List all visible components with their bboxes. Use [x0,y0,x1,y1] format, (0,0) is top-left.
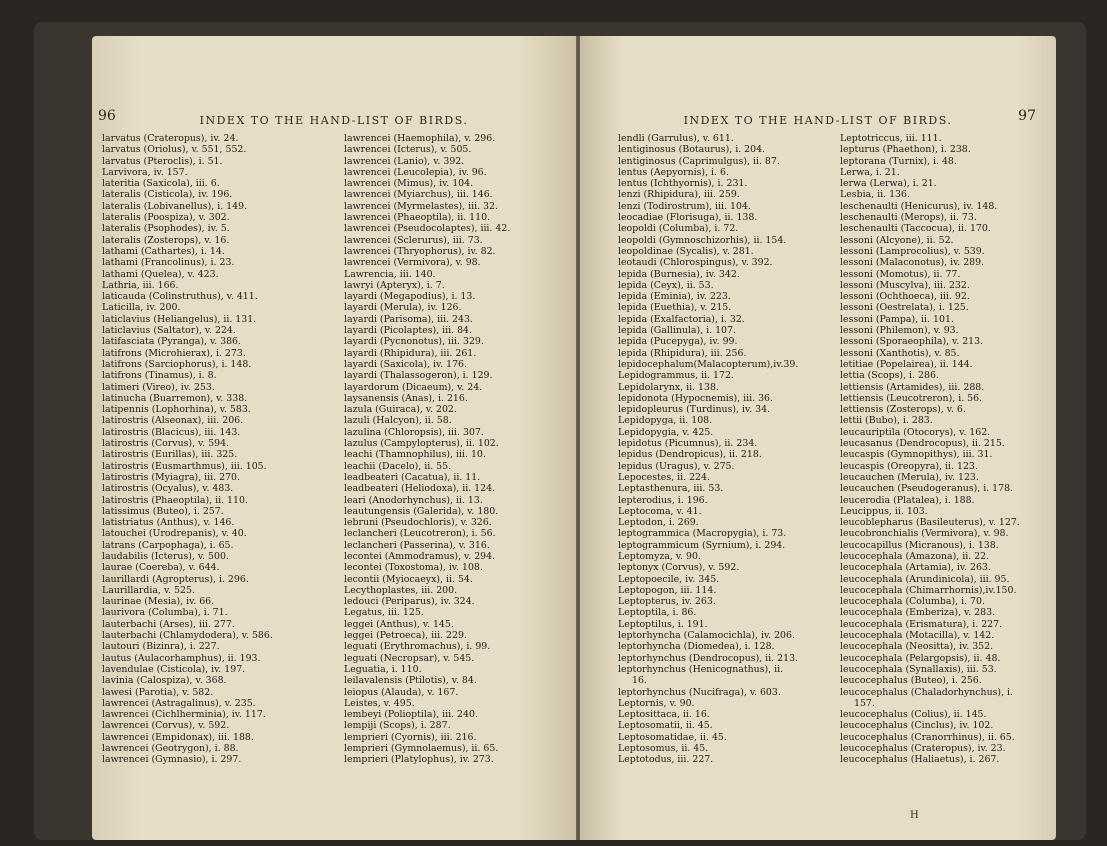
index-entry: latirostris (Blacicus), iii. 143. [102,426,241,438]
index-entry: lentiginosus (Caprimulgus), ii. 87. [618,155,780,167]
index-entry: lathami (Quelea), v. 423. [102,268,219,280]
index-entry: leotaudi (Chlorospingus), v. 392. [618,257,773,269]
index-entry: 16. [632,675,647,687]
index-entry: lawrencei (Myrmelastes), iii. 32. [344,200,498,212]
index-entry: Leptocoma, v. 41. [618,505,702,517]
index-entry: lautus (Aulacorhamphus), ii. 193. [102,652,261,664]
index-entry: leucocephalus (Colius), ii. 145. [840,709,987,721]
index-entry: lessoni (Alcyone), ii. 52. [840,234,954,246]
index-entry: leopoldi (Columba), i. 72. [618,223,739,235]
index-entry: lateritia (Saxicola), iii. 6. [102,178,220,190]
index-entry: lawrencei (Sclerurus), iii. 73. [344,234,483,246]
index-entry: laticauda (Colinstruthus), v. 411. [102,291,258,303]
index-entry: latistriatus (Anthus), v. 146. [102,517,235,529]
index-entry: Lecythoplastes, iii. 200. [344,584,458,596]
index-entry: lawrencei (Haemophila), v. 296. [344,133,496,144]
index-entry: leggei (Petroeca), iii. 229. [344,630,467,642]
index-entry: leucocephalus (Cranorrhinus), ii. 65. [840,731,1015,743]
index-entry: leucauchen (Merula), iv. 123. [840,471,979,483]
index-entry: Lepidopygia, v. 425. [618,426,714,438]
index-entry: lazulus (Campylopterus), ii. 102. [344,438,499,450]
index-entry: lentiginosus (Botaurus), i. 204. [618,144,766,156]
index-entry: lawrencei (Thryophorus), iv. 82. [344,245,496,257]
index-entry: leptorhyncha (Calamocichla), iv. 206. [618,630,795,642]
index-entry: leadbeateri (Cacatua), ii. 11. [344,471,481,483]
index-entry: leclancheri (Leucotreron), i. 56. [344,528,496,540]
index-entry: leucaspis (Oreopyra), ii. 123. [840,460,978,472]
index-entry: latirostris (Alseonax), iii. 206. [102,415,244,427]
index-entry: lateralis (Zosterops), v. 16. [102,234,230,246]
index-entry: lessoni (Ochthoeca), iii. 92. [840,291,970,303]
index-entry: lentus (Ichthyornis), i. 231. [618,178,748,190]
index-entry: lepida (Burnesia), iv. 342. [618,268,740,280]
index-entry: lessoni (Momotus), ii. 77. [840,268,961,280]
index-entry: leclancheri (Passerina), v. 316. [344,539,490,551]
index-entry: lettiensis (Artamides), iii. 288. [840,381,985,393]
index-entry: leptorhynchus (Nucifraga), v. 603. [618,686,781,698]
index-entry: latirostris (Ocyalus), v. 483. [102,483,234,495]
index-entry: leucasanus (Dendrocopus), ii. 215. [840,438,1005,450]
index-entry: leucocephala (Columba), i. 70. [840,596,985,608]
index-entry: Leptosomus, ii. 45. [618,743,709,755]
index-entry: layardi (Megapodius), i. 13. [344,291,476,303]
index-entry: lawrencei (Empidonax), iii. 188. [102,731,254,743]
index-entry: Leptodon, i. 269. [618,517,699,529]
index-entry: leschenaulti (Henicurus), iv. 148. [840,200,998,212]
index-entry: latirostris (Phaeoptila), ii. 110. [102,494,248,506]
index-entry: layardorum (Dicaeum), v. 24. [344,381,483,393]
index-entry: lathami (Francolinus), i. 23. [102,257,235,269]
index-entry: leachi (Thamnophilus), iii. 10. [344,449,486,461]
index-entry: latirostris (Eurillas), iii. 325. [102,449,238,461]
index-entry: leguati (Necropsar), v. 545. [344,652,475,664]
index-entry: lettiensis (Zosterops), v. 6. [840,404,966,416]
index-entry: leilavalensis (Ptilotis), v. 84. [344,675,477,687]
index-entry: lemprieri (Gymnolaemus), ii. 65. [344,743,499,755]
index-entry: laurillardi (Agropterus), i. 296. [102,573,249,585]
index-entry: lawrencei (Geotrygon), i. 88. [102,743,239,755]
index-entry: lawrencei (Cichlherminia), iv. 117. [102,709,266,721]
index-entry: lepidopleurus (Turdinus), iv. 34. [618,404,771,416]
index-entry: Larvivora, iv. 157. [102,166,188,178]
index-entry: lessoni (Muscylva), iii. 232. [840,279,970,291]
index-entry: lepidonota (Hypocnemis), iii. 36. [618,392,774,404]
index-entry: latirostris (Eusmarthmus), iii. 105. [102,460,267,472]
index-entry: leucocephalus (Chaladorhynchus), i. [840,686,1014,698]
index-entry: laticlavius (Saltator), v. 224. [102,325,236,337]
index-entry: laurinae (Mesia), iv. 66. [102,596,215,608]
index-entry: Leptoptilus, i. 191. [618,618,708,630]
index-entry: Lesbia, ii. 136. [840,189,910,201]
index-entry: leachii (Dacelo), ii. 55. [344,460,452,472]
left-page [92,36,576,840]
index-entry: lateralis (Psophodes), iv. 5. [102,223,230,235]
index-entry: leopoldi (Gymnoschizorhis), ii. 154. [618,234,787,246]
index-entry: leari (Anodorhynchus), ii. 13. [344,494,483,506]
index-entry: laudabilis (Icterus), v. 500. [102,550,229,562]
index-entry: leucocephala (Arundinicola), iii. 95. [840,573,1010,585]
index-entry: lenzi (Todirostrum), iii. 104. [618,200,751,212]
index-entry: lazula (Guiraca), v. 202. [344,404,457,416]
index-entry: Leguatia, i. 110. [344,663,422,675]
index-entry: leptorhyncha (Diomedea), i. 128. [618,641,775,653]
index-entry: lessoni (Xanthotis), v. 85. [840,347,960,359]
index-entry: lawrencei (Vermivora), v. 98. [344,257,481,269]
index-entry: lessoni (Philemon), v. 93. [840,325,959,337]
index-entry: latouchei (Urodrepanis), v. 40. [102,528,247,540]
index-entry: lawrencei (Icterus), v. 505. [344,144,472,156]
index-entry: larvatus (Crateropus), iv. 24. [102,133,239,144]
index-entry: leucocapillus (Micranous), i. 138. [840,539,999,551]
index-entry: leptogrammicum (Syrnium), i. 294. [618,539,786,551]
index-entry: latifrons (Tinamus), i. 8. [102,370,217,382]
index-entry: lessoni (Malaconotus), iv. 289. [840,257,985,269]
index-entry: leucaspis (Gymnopithys), iii. 31. [840,449,993,461]
index-entry: lawrencei (Corvus), v. 592. [102,720,230,732]
index-entry: lawrencei (Astragalinus), v. 235. [102,697,256,709]
index-entry: layardi (Thalassogeron), i. 129. [344,370,493,382]
right-page-header: INDEX TO THE HAND-LIST OF BIRDS. [683,114,953,127]
index-entry: lessoni (Lamprocolius), v. 539. [840,245,985,257]
left-page-header: INDEX TO THE HAND-LIST OF BIRDS. [199,114,469,127]
index-entry: Lepocestes, ii. 224. [618,471,710,483]
index-entry: lenzi (Rhipidura), iii. 259. [618,189,740,201]
index-entry: lettiensis (Leucotreron), i. 56. [840,392,983,404]
index-entry: lessoni (Pampa), ii. 101. [840,313,954,325]
index-entry: leucocephala (Artamia), iv. 263. [840,562,991,574]
index-entry: leucocephalus (Buteo), i. 256. [840,675,982,687]
index-entry: Lepidogrammus, ii. 172. [618,370,734,382]
index-entry: lecontii (Myiocaeyx), ii. 54. [344,573,473,585]
index-entry: lathami (Cathartes), i. 14. [102,245,225,257]
book [34,22,1086,840]
index-entry: lecontei (Toxostoma), iv. 108. [344,562,483,574]
index-entry: latissimus (Buteo), i. 257. [102,505,224,517]
index-entry: lepida (Rhipidura), iii. 256. [618,347,747,359]
index-entry: layardi (Picolaptes), iii. 84. [344,325,472,337]
index-entry: laurae (Coereba), v. 644. [102,562,220,574]
index-entry: laticlavius (Heliangelus), ii. 131. [102,313,257,325]
index-entry: leptogrammica (Macropygia), i. 73. [618,528,787,540]
index-entry: Leptosittaca, ii. 16. [618,709,710,721]
index-entry: letitiae (Popelairea), ii. 144. [840,358,973,370]
index-entry: Leptotriccus, iii. 111. [840,133,942,144]
index-entry: Leptasthenura, iii. 53. [618,483,724,495]
index-entry: latirostris (Myiagra), iii. 270. [102,471,240,483]
index-entry: Leistes, v. 495. [344,697,415,709]
left-page-number: 96 [98,108,116,124]
index-entry: leucoblepharus (Basileuterus), v. 127. [840,517,1020,529]
index-entry: lawrencei (Gymnasio), i. 297. [102,754,242,766]
index-entry: leguati (Erythromachus), i. 99. [344,641,491,653]
index-entry: leautungensis (Galerida), v. 180. [344,505,499,517]
index-entry: latinucha (Buarremon), v. 338. [102,392,248,404]
index-entry: lazulina (Chloropsis), iii. 307. [344,426,484,438]
index-entry: Leptopogon, iii. 114. [618,584,717,596]
index-entry: leucauchen (Pseudogeranus), i. 178. [840,483,1014,495]
right-column-2 [840,133,1056,766]
index-entry: leucocephalus (Crateropus), iv. 23. [840,743,1006,755]
index-entry: lettia (Scops), i. 286. [840,370,939,382]
index-entry: leocadiae (Florisuga), ii. 138. [618,212,758,224]
index-entry: latrans (Carpophaga), i. 65. [102,539,234,551]
index-entry: lateralis (Poospiza), v. 302. [102,212,230,224]
index-entry: lempiji (Scops), i. 287. [344,720,451,732]
index-entry: lawrencei (Lanio), v. 392. [344,155,465,167]
index-entry: lawrencei (Leucolepia), iv. 96. [344,166,487,178]
index-entry: leadbeateri (Heliodoxa), ii. 124. [344,483,496,495]
index-entry: leucocephala (Pelargopsis), ii. 48. [840,652,1001,664]
index-entry: lawrencei (Mimus), iv. 104. [344,178,474,190]
index-entry: lawrencei (Phaeoptila), ii. 110. [344,212,491,224]
index-entry: layardi (Parisoma), iii. 243. [344,313,473,325]
right-page-number: 97 [1018,108,1036,124]
index-entry: lepida (Exalfactoria), i. 32. [618,313,745,325]
index-entry: Leptopoecile, iv. 345. [618,573,720,585]
index-entry: leucocephala (Amazona), ii. 22. [840,550,990,562]
index-entry: leptorana (Turnix), i. 48. [840,155,957,167]
index-entry: lendli (Garrulus), v. 611. [618,133,734,144]
index-entry: lawesi (Parotia), v. 582. [102,686,214,698]
index-entry: lazuli (Halcyon), ii. 58. [344,415,452,427]
index-entry: leucocephala (Motacilla), v. 142. [840,630,995,642]
index-entry: lepidus (Uragus), v. 275. [618,460,735,472]
index-entry: latirostris (Corvus), v. 594. [102,438,230,450]
index-entry: lepterodius, i. 196. [618,494,708,506]
index-entry: larvatus (Oriolus), v. 551, 552. [102,144,247,156]
index-entry: lerwa (Lerwa), i. 21. [840,178,937,190]
index-entry: lateralis (Lobivanellus), i. 149. [102,200,248,212]
index-entry: leucauriptila (Otocorys), v. 162. [840,426,991,438]
index-entry: lawrencei (Pseudocolaptes), iii. 42. [344,223,511,235]
index-entry: leucerodia (Platalea), i. 188. [840,494,975,506]
index-entry: lawrencei (Myiarchus), iii. 146. [344,189,493,201]
index-entry: layardi (Merula), iv. 126. [344,302,462,314]
index-entry: leschenaulti (Taccocua), ii. 170. [840,223,991,235]
index-entry: leiopus (Alauda), v. 167. [344,686,459,698]
index-entry: lateralis (Cisticola), iv. 196. [102,189,233,201]
index-entry: laurivora (Columba), i. 71. [102,607,228,619]
index-entry: larvatus (Pteroclis), i. 51. [102,155,223,167]
index-entry: lavinia (Calospiza), v. 368. [102,675,227,687]
index-entry: lepida (Pucepyga), iv. 99. [618,336,738,348]
index-entry: 157. [854,697,875,709]
index-entry: lecontei (Ammodramus), v. 294. [344,550,496,562]
index-entry: leucocephala (Synallaxis), iii. 53. [840,663,997,675]
index-entry: lauterbachi (Chlamydodera), v. 586. [102,630,273,642]
index-entry: lentus (Aepyornis), i. 6. [618,166,729,178]
index-entry: lawryi (Apteryx), i. 7. [344,279,445,291]
index-entry: Leptomyza, v. 90. [618,550,701,562]
index-entry: leopoldinae (Sycalis), v. 281. [618,245,754,257]
index-entry: Laurillardia, v. 525. [102,584,195,596]
left-column-2 [344,133,564,766]
index-entry: lepidotus (Picumnus), ii. 234. [618,438,758,450]
index-entry: lettii (Bubo), i. 283. [840,415,933,427]
index-entry: leucobronchialis (Vermivora), v. 98. [840,528,1009,540]
index-entry: lembeyi (Polioptila), iii. 240. [344,709,478,721]
index-entry: leucocephalus (Haliaetus), i. 267. [840,754,1000,766]
index-entry: lepturus (Phaethon), i. 238. [840,144,971,156]
index-entry: layardi (Saxicola), iv. 176. [344,358,468,370]
index-entry: laysanensis (Anas), i. 216. [344,392,468,404]
index-entry: lepida (Euethia), v. 215. [618,302,732,314]
index-entry: Lathria, iii. 166. [102,279,179,291]
index-entry: Leptoptila, i. 86. [618,607,697,619]
index-entry: Legatus, iii. 125. [344,607,424,619]
index-entry: lepidocephalum(Malacopterum),iv.39. [618,358,799,370]
index-entry: lavendulae (Cisticola), iv. 197. [102,663,246,675]
index-entry: lemprieri (Platylophus), iv. 273. [344,754,494,766]
index-entry: Lerwa, i. 21. [840,166,900,178]
index-entry: lepida (Eminia), iv. 223. [618,291,731,303]
signature-mark: H [910,810,919,821]
index-entry: leucocephala (Neositta), iv. 352. [840,641,994,653]
index-entry: latipennis (Lophorhina), v. 583. [102,404,251,416]
index-entry: leucocephala (Erismatura), i. 227. [840,618,1003,630]
index-entry: lessoni (Oestrelata), i. 125. [840,302,969,314]
index-entry: leptorhynchus (Henicognathus), ii. [618,663,784,675]
index-entry: lauterbachi (Arses), iii. 277. [102,618,235,630]
index-entry: Laticilla, iv. 200. [102,302,181,314]
index-entry: lepida (Gallinula), i. 107. [618,325,736,337]
right-page [580,36,1056,840]
index-entry: Leptopterus, iv. 263. [618,596,716,608]
index-entry: leucocephala (Chimarrhornis),iv.150. [840,584,1017,596]
index-entry: leptonyx (Corvus), v. 592. [618,562,740,574]
index-entry: Lepidopyga, ii. 108. [618,415,713,427]
index-entry: latifrons (Microhierax), i. 273. [102,347,246,359]
index-entry: lessoni (Sporaeophila), v. 213. [840,336,984,348]
index-entry: leschenaulti (Merops), ii. 73. [840,212,977,224]
index-entry: leucocephalus (Cinclus), iv. 102. [840,720,994,732]
index-entry: lautouri (Bizinra), i. 227. [102,641,220,653]
index-entry: lemprieri (Cyornis), iii. 216. [344,731,477,743]
index-entry: ledouci (Periparus), iv. 324. [344,596,475,608]
index-entry: Leptosomatii, ii. 45. [618,720,713,732]
index-entry: leucocephala (Emberiza), v. 283. [840,607,996,619]
index-entry: layardi (Rhipidura), iii. 261. [344,347,477,359]
index-entry: latifasciata (Pyranga), v. 386. [102,336,241,348]
index-entry: Leptosomatidae, ii. 45. [618,731,727,743]
index-entry: lepida (Ceyx), ii. 53. [618,279,714,291]
index-entry: Leucippus, ii. 103. [840,505,928,517]
index-entry: Lawrencia, iii. 140. [344,268,436,280]
right-column-1 [618,133,838,766]
left-column-1 [102,133,322,766]
index-entry: latifrons (Sarciophorus), i. 148. [102,358,252,370]
index-entry: Leptornis, v. 90. [618,697,695,709]
index-entry: Leptotodus, iii. 227. [618,754,714,766]
index-entry: leggei (Anthus), v. 145. [344,618,454,630]
index-entry: lebruni (Pseudochloris), v. 326. [344,517,492,529]
index-entry: layardi (Pycnonotus), iii. 329. [344,336,484,348]
index-entry: Lepidolarynx, ii. 138. [618,381,719,393]
index-entry: latimeri (Vireo), iv. 253. [102,381,215,393]
index-entry: lepidus (Dendropicus), ii. 218. [618,449,762,461]
index-entry: leptorhynchus (Dendrocopus), ii. 213. [618,652,799,664]
